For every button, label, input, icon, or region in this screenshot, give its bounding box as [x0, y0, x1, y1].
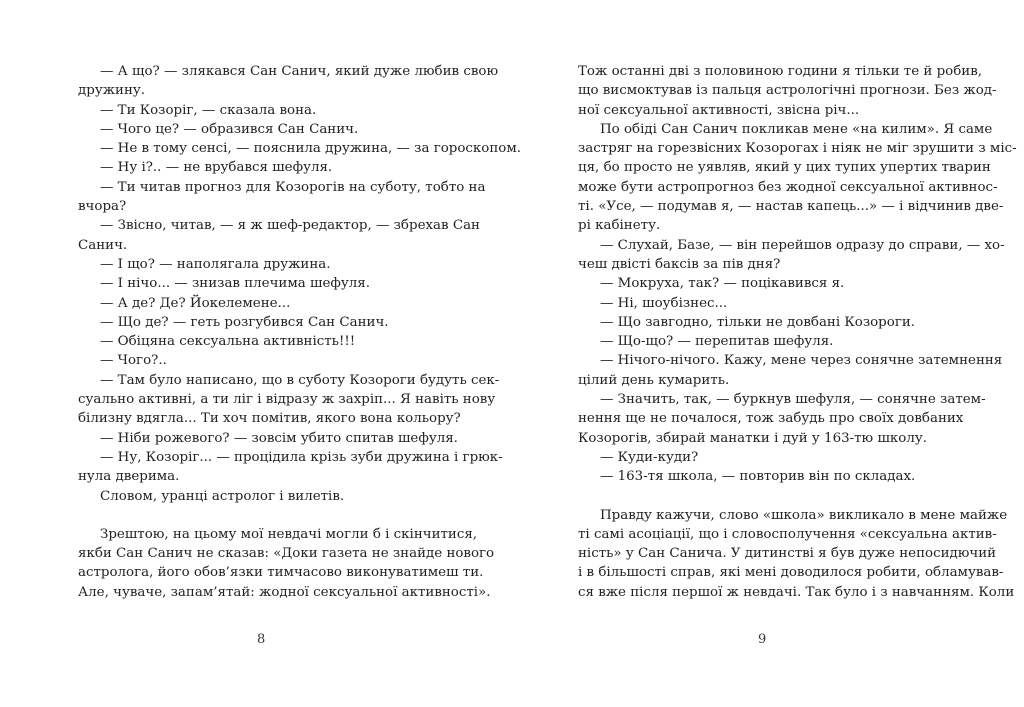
text-line: — Що де? — геть розгубився Сан Санич.	[100, 314, 389, 330]
text-line: — Нічого-нічого. Кажу, мене через сонячне затемнення	[600, 353, 1003, 369]
text-line: білизну вдягла... Ти хоч помітив, якого вона кольору?	[78, 411, 461, 427]
text-line: ті самі асоціації, що і словосполучення «сексуальна актив-	[578, 526, 997, 542]
text-line: — Звісно, читав, — я ж шеф-редактор, — збрехав Сан	[100, 218, 480, 234]
text-line: — Обіцяна сексуальна активність!!!	[100, 334, 356, 350]
text-line: — Що-що? — перепитав шефуля.	[600, 334, 834, 350]
text-line: — Ти читав прогноз для Козорогів на суботу, тобто на	[100, 179, 486, 195]
text-line: — Слухай, Базе, — він перейшов одразу до справи, — хо-	[600, 237, 1005, 253]
text-line: астролога, його обов’язки тимчасово виконуватимеш ти.	[78, 565, 484, 581]
text-line: Правду кажучи, слово «школа» викликало в мене майже	[600, 507, 1008, 523]
text-line: — Чого?..	[100, 353, 167, 369]
text-line: — Куди-куди?	[600, 449, 699, 465]
text-line: суально активні, а ти ліг і відразу ж захріп... Я навіть нову	[78, 392, 496, 408]
text-line: Але, чуваче, запам’ятай: жодної сексуальної активності».	[78, 584, 491, 600]
text-line: — Ну, Козоріг... — процідила крізь зуби дружина і грюк-	[100, 449, 503, 465]
text-line: ся вже після першої ж невдачі. Так було і з навчанням. Коли	[578, 584, 1015, 600]
page-number-right: 9	[758, 632, 767, 647]
text-line: Словом, уранці астролог і вилетів.	[100, 488, 345, 504]
right-page	[578, 62, 1017, 602]
left-page	[78, 62, 521, 602]
text-line: — Ні, шоубізнес...	[600, 295, 728, 311]
text-line: — Ти Козоріг, — сказала вона.	[100, 102, 317, 118]
text-line: — Ніби рожевого? — зовсім убито спитав шефуля.	[100, 430, 458, 446]
text-line: — Значить, так, — буркнув шефуля, — сонячне затем-	[600, 392, 986, 408]
text-line: По обіді Сан Санич покликав мене «на килим». Я саме	[600, 121, 993, 137]
text-line: цілий день кумарить.	[578, 372, 730, 388]
text-line: рі кабінету.	[578, 218, 661, 234]
page-number-left: 8	[257, 632, 266, 647]
text-line: Санич.	[78, 237, 128, 253]
text-line: — Мокруха, так? — поцікавився я.	[600, 276, 845, 292]
text-line: може бути астропрогноз без жодної сексуальної активнос-	[578, 179, 998, 195]
text-line: Тож останні дві з половиною години я тільки те й робив,	[578, 64, 982, 79]
text-line: — Там було написано, що в суботу Козороги будуть сек-	[100, 372, 500, 388]
text-line: ної сексуальної активності, звісна річ...	[578, 102, 860, 118]
text-line: — А що? — злякався Сан Санич, який дуже любив свою	[100, 64, 499, 79]
text-line: — 163-тя школа, — повторив він по складах.	[600, 469, 916, 485]
text-line: — Що завгодно, тільки не довбані Козороги.	[600, 314, 916, 330]
text-line: — І нічо... — знизав плечима шефуля.	[100, 276, 370, 292]
text-line: чеш двісті баксів за пів дня?	[578, 256, 781, 272]
text-line: якби Сан Санич не сказав: «Доки газета не знайде нового	[78, 546, 495, 562]
text-line: ця, бо просто не уявляв, який у цих тупих упертих тварин	[578, 160, 991, 176]
text-line: що висмоктував із пальця астрологічні прогнози. Без жод-	[578, 83, 997, 99]
text-line: вчора?	[78, 199, 127, 215]
text-line: ті. «Усе, — подумав я, — настав капець...» — і відчинив две-	[578, 199, 1004, 215]
text-line: нула дверима.	[78, 469, 180, 485]
text-line: — І що? — наполягала дружина.	[100, 256, 331, 272]
text-line: — Ну і?.. — не врубався шефуля.	[100, 160, 333, 176]
text-line: і в більшості справ, які мені доводилося робити, обламував-	[578, 565, 1004, 581]
text-line: Зрештою, на цьому мої невдачі могли б і скінчитися,	[100, 526, 478, 542]
text-line: — Не в тому сенсі, — пояснила дружина, — за гороскопом.	[100, 141, 521, 157]
text-line: дружину.	[78, 83, 145, 99]
text-line: застряг на горезвісних Козорогах і ніяк не міг зрушити з міс-	[578, 141, 1017, 157]
text-line: — Чого це? — образився Сан Санич.	[100, 121, 359, 137]
text-line: — А де? Де? Йокелемене...	[100, 295, 291, 311]
text-line: Козорогів, збирай манатки і дуй у 163-тю школу.	[578, 430, 927, 446]
text-line: ність» у Сан Санича. У дитинстві я був дуже непосидючий	[578, 546, 997, 562]
text-line: нення ще не почалося, тож забудь про своїх довбаних	[578, 411, 964, 427]
